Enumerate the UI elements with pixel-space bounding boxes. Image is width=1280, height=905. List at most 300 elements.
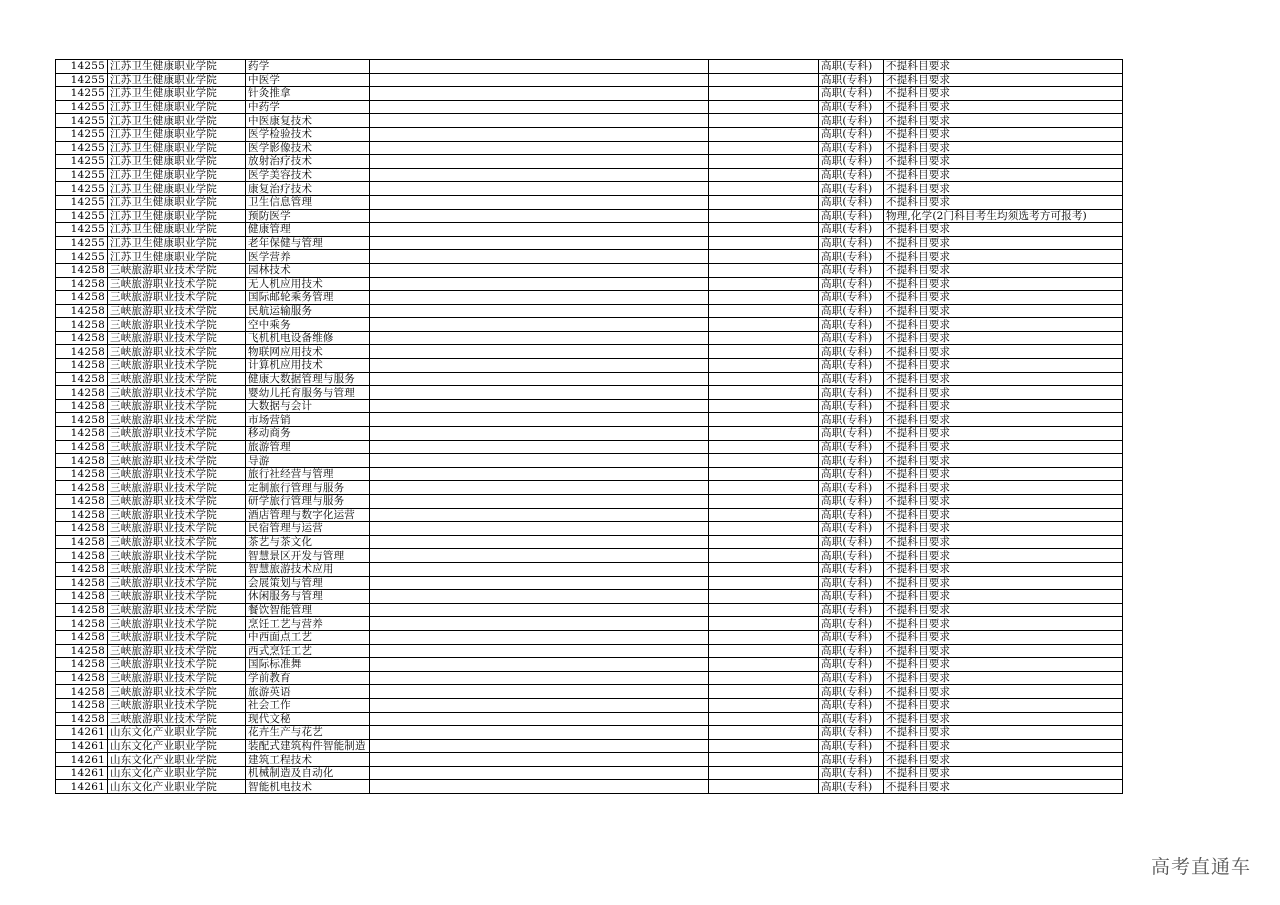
school-name-cell: 三峡旅游职业技术学院 (108, 590, 246, 604)
school-name-cell: 三峡旅游职业技术学院 (108, 359, 246, 373)
subject-requirement-cell: 不提科目要求 (884, 685, 1123, 699)
subject-requirement-cell: 不提科目要求 (884, 223, 1123, 237)
school-code-cell: 14258 (56, 481, 108, 495)
school-code-cell: 14258 (56, 630, 108, 644)
level-cell: 高职(专科) (819, 658, 884, 672)
school-name-cell: 三峡旅游职业技术学院 (108, 304, 246, 318)
table-row (56, 780, 1123, 794)
school-code-cell: 14255 (56, 209, 108, 223)
table-row (56, 318, 1123, 332)
school-code-cell: 14258 (56, 440, 108, 454)
empty-cell (370, 209, 709, 223)
empty-cell (370, 712, 709, 726)
table-row (56, 209, 1123, 223)
level-cell: 高职(专科) (819, 182, 884, 196)
major-name-cell: 婴幼儿托育服务与管理 (246, 386, 370, 400)
empty-cell (370, 766, 709, 780)
empty-cell (370, 236, 709, 250)
level-cell: 高职(专科) (819, 209, 884, 223)
empty-cell (709, 522, 819, 536)
subject-requirements-table (55, 59, 1123, 794)
empty-cell (370, 535, 709, 549)
level-cell: 高职(专科) (819, 114, 884, 128)
table-row (56, 73, 1123, 87)
subject-requirement-cell: 不提科目要求 (884, 291, 1123, 305)
subject-requirement-cell: 不提科目要求 (884, 386, 1123, 400)
empty-cell (709, 195, 819, 209)
table-row (56, 304, 1123, 318)
subject-requirement-cell: 不提科目要求 (884, 318, 1123, 332)
school-code-cell: 14258 (56, 359, 108, 373)
school-name-cell: 山东文化产业职业学院 (108, 739, 246, 753)
major-name-cell: 导游 (246, 454, 370, 468)
empty-cell (709, 100, 819, 114)
school-code-cell: 14255 (56, 182, 108, 196)
subject-requirement-cell: 不提科目要求 (884, 100, 1123, 114)
empty-cell (370, 168, 709, 182)
major-name-cell: 休闲服务与管理 (246, 590, 370, 604)
subject-requirement-cell: 不提科目要求 (884, 644, 1123, 658)
empty-cell (370, 726, 709, 740)
empty-cell (370, 413, 709, 427)
empty-cell (709, 698, 819, 712)
empty-cell (709, 413, 819, 427)
level-cell: 高职(专科) (819, 427, 884, 441)
major-name-cell: 国际邮轮乘务管理 (246, 291, 370, 305)
level-cell: 高职(专科) (819, 277, 884, 291)
empty-cell (370, 549, 709, 563)
table-row (56, 331, 1123, 345)
empty-cell (709, 209, 819, 223)
table-row (56, 576, 1123, 590)
major-name-cell: 智慧景区开发与管理 (246, 549, 370, 563)
subject-requirement-cell: 不提科目要求 (884, 440, 1123, 454)
level-cell: 高职(专科) (819, 766, 884, 780)
level-cell: 高职(专科) (819, 576, 884, 590)
major-name-cell: 老年保健与管理 (246, 236, 370, 250)
empty-cell (709, 753, 819, 767)
subject-requirement-cell: 不提科目要求 (884, 399, 1123, 413)
empty-cell (370, 141, 709, 155)
table-row (56, 549, 1123, 563)
school-name-cell: 江苏卫生健康职业学院 (108, 195, 246, 209)
empty-cell (370, 603, 709, 617)
empty-cell (370, 780, 709, 794)
empty-cell (709, 223, 819, 237)
school-name-cell: 三峡旅游职业技术学院 (108, 617, 246, 631)
empty-cell (370, 644, 709, 658)
school-name-cell: 三峡旅游职业技术学院 (108, 399, 246, 413)
major-name-cell: 中医学 (246, 73, 370, 87)
empty-cell (370, 195, 709, 209)
subject-requirement-cell: 不提科目要求 (884, 712, 1123, 726)
school-code-cell: 14258 (56, 549, 108, 563)
school-code-cell: 14261 (56, 780, 108, 794)
empty-cell (370, 372, 709, 386)
subject-requirement-cell: 不提科目要求 (884, 522, 1123, 536)
school-code-cell: 14258 (56, 712, 108, 726)
school-code-cell: 14258 (56, 386, 108, 400)
school-code-cell: 14255 (56, 73, 108, 87)
school-name-cell: 三峡旅游职业技术学院 (108, 644, 246, 658)
major-name-cell: 旅游管理 (246, 440, 370, 454)
table-row (56, 644, 1123, 658)
major-name-cell: 定制旅行管理与服务 (246, 481, 370, 495)
school-name-cell: 江苏卫生健康职业学院 (108, 236, 246, 250)
empty-cell (370, 359, 709, 373)
school-name-cell: 三峡旅游职业技术学院 (108, 508, 246, 522)
empty-cell (709, 331, 819, 345)
school-name-cell: 江苏卫生健康职业学院 (108, 182, 246, 196)
subject-requirement-cell: 不提科目要求 (884, 671, 1123, 685)
empty-cell (709, 467, 819, 481)
major-name-cell: 飞机机电设备维修 (246, 331, 370, 345)
level-cell: 高职(专科) (819, 753, 884, 767)
subject-requirement-cell: 不提科目要求 (884, 277, 1123, 291)
level-cell: 高职(专科) (819, 87, 884, 101)
school-name-cell: 三峡旅游职业技术学院 (108, 481, 246, 495)
table-row (56, 440, 1123, 454)
empty-cell (709, 617, 819, 631)
subject-requirement-cell: 不提科目要求 (884, 495, 1123, 509)
school-name-cell: 三峡旅游职业技术学院 (108, 603, 246, 617)
major-name-cell: 社会工作 (246, 698, 370, 712)
major-name-cell: 建筑工程技术 (246, 753, 370, 767)
table-row (56, 454, 1123, 468)
subject-requirement-cell: 不提科目要求 (884, 726, 1123, 740)
major-name-cell: 旅行社经营与管理 (246, 467, 370, 481)
major-name-cell: 装配式建筑构件智能制造 (246, 739, 370, 753)
subject-requirement-cell: 不提科目要求 (884, 155, 1123, 169)
level-cell: 高职(专科) (819, 73, 884, 87)
level-cell: 高职(专科) (819, 630, 884, 644)
table-row (56, 427, 1123, 441)
level-cell: 高职(专科) (819, 413, 884, 427)
major-name-cell: 预防医学 (246, 209, 370, 223)
school-code-cell: 14258 (56, 318, 108, 332)
school-code-cell: 14258 (56, 576, 108, 590)
major-name-cell: 学前教育 (246, 671, 370, 685)
empty-cell (709, 495, 819, 509)
major-name-cell: 放射治疗技术 (246, 155, 370, 169)
table-row (56, 195, 1123, 209)
level-cell: 高职(专科) (819, 522, 884, 536)
level-cell: 高职(专科) (819, 359, 884, 373)
level-cell: 高职(专科) (819, 155, 884, 169)
subject-requirement-cell: 不提科目要求 (884, 182, 1123, 196)
empty-cell (370, 685, 709, 699)
subject-requirement-cell: 不提科目要求 (884, 590, 1123, 604)
empty-cell (370, 427, 709, 441)
empty-cell (370, 87, 709, 101)
empty-cell (370, 182, 709, 196)
major-name-cell: 酒店管理与数字化运营 (246, 508, 370, 522)
school-code-cell: 14258 (56, 508, 108, 522)
table-row (56, 522, 1123, 536)
table-row (56, 60, 1123, 74)
level-cell: 高职(专科) (819, 603, 884, 617)
school-code-cell: 14255 (56, 87, 108, 101)
subject-requirement-cell: 不提科目要求 (884, 617, 1123, 631)
empty-cell (370, 304, 709, 318)
level-cell: 高职(专科) (819, 195, 884, 209)
school-code-cell: 14261 (56, 739, 108, 753)
table-row (56, 155, 1123, 169)
empty-cell (370, 658, 709, 672)
subject-requirement-cell: 不提科目要求 (884, 331, 1123, 345)
school-name-cell: 江苏卫生健康职业学院 (108, 209, 246, 223)
table-row (56, 114, 1123, 128)
subject-requirement-cell: 不提科目要求 (884, 467, 1123, 481)
school-code-cell: 14258 (56, 644, 108, 658)
school-code-cell: 14258 (56, 698, 108, 712)
empty-cell (709, 739, 819, 753)
empty-cell (709, 766, 819, 780)
empty-cell (709, 386, 819, 400)
school-name-cell: 三峡旅游职业技术学院 (108, 454, 246, 468)
empty-cell (370, 576, 709, 590)
level-cell: 高职(专科) (819, 780, 884, 794)
table-row (56, 250, 1123, 264)
school-code-cell: 14258 (56, 590, 108, 604)
empty-cell (370, 481, 709, 495)
school-code-cell: 14258 (56, 671, 108, 685)
level-cell: 高职(专科) (819, 291, 884, 305)
subject-requirement-cell: 不提科目要求 (884, 753, 1123, 767)
school-code-cell: 14255 (56, 141, 108, 155)
level-cell: 高职(专科) (819, 345, 884, 359)
subject-requirement-cell: 不提科目要求 (884, 427, 1123, 441)
school-name-cell: 江苏卫生健康职业学院 (108, 127, 246, 141)
school-code-cell: 14258 (56, 413, 108, 427)
empty-cell (709, 182, 819, 196)
subject-requirement-cell: 不提科目要求 (884, 698, 1123, 712)
empty-cell (709, 603, 819, 617)
level-cell: 高职(专科) (819, 127, 884, 141)
school-code-cell: 14258 (56, 427, 108, 441)
empty-cell (370, 671, 709, 685)
empty-cell (709, 644, 819, 658)
major-name-cell: 卫生信息管理 (246, 195, 370, 209)
empty-cell (709, 712, 819, 726)
level-cell: 高职(专科) (819, 141, 884, 155)
major-name-cell: 医学营养 (246, 250, 370, 264)
major-name-cell: 烹饪工艺与营养 (246, 617, 370, 631)
empty-cell (370, 318, 709, 332)
level-cell: 高职(专科) (819, 685, 884, 699)
table-row (56, 753, 1123, 767)
table-row (56, 386, 1123, 400)
major-name-cell: 中药学 (246, 100, 370, 114)
major-name-cell: 旅游英语 (246, 685, 370, 699)
school-code-cell: 14258 (56, 399, 108, 413)
empty-cell (709, 685, 819, 699)
table-row (56, 100, 1123, 114)
school-name-cell: 三峡旅游职业技术学院 (108, 535, 246, 549)
empty-cell (370, 508, 709, 522)
subject-requirement-cell: 不提科目要求 (884, 250, 1123, 264)
school-name-cell: 三峡旅游职业技术学院 (108, 345, 246, 359)
school-name-cell: 三峡旅游职业技术学院 (108, 671, 246, 685)
empty-cell (709, 658, 819, 672)
school-name-cell: 江苏卫生健康职业学院 (108, 73, 246, 87)
empty-cell (709, 427, 819, 441)
school-name-cell: 三峡旅游职业技术学院 (108, 386, 246, 400)
level-cell: 高职(专科) (819, 331, 884, 345)
subject-requirement-cell: 不提科目要求 (884, 549, 1123, 563)
school-code-cell: 14258 (56, 617, 108, 631)
table-row (56, 562, 1123, 576)
school-code-cell: 14258 (56, 304, 108, 318)
empty-cell (709, 671, 819, 685)
major-name-cell: 现代文秘 (246, 712, 370, 726)
school-code-cell: 14255 (56, 250, 108, 264)
school-name-cell: 三峡旅游职业技术学院 (108, 331, 246, 345)
empty-cell (709, 155, 819, 169)
table-row (56, 141, 1123, 155)
empty-cell (709, 562, 819, 576)
major-name-cell: 民航运输服务 (246, 304, 370, 318)
level-cell: 高职(专科) (819, 549, 884, 563)
table-row (56, 630, 1123, 644)
school-code-cell: 14255 (56, 60, 108, 74)
empty-cell (370, 495, 709, 509)
empty-cell (370, 263, 709, 277)
level-cell: 高职(专科) (819, 440, 884, 454)
subject-requirement-cell: 不提科目要求 (884, 73, 1123, 87)
empty-cell (370, 345, 709, 359)
school-code-cell: 14261 (56, 766, 108, 780)
major-name-cell: 针灸推拿 (246, 87, 370, 101)
empty-cell (370, 155, 709, 169)
subject-requirement-cell: 不提科目要求 (884, 60, 1123, 74)
school-code-cell: 14255 (56, 114, 108, 128)
major-name-cell: 大数据与会计 (246, 399, 370, 413)
major-name-cell: 国际标准舞 (246, 658, 370, 672)
major-name-cell: 园林技术 (246, 263, 370, 277)
level-cell: 高职(专科) (819, 223, 884, 237)
level-cell: 高职(专科) (819, 698, 884, 712)
level-cell: 高职(专科) (819, 168, 884, 182)
subject-requirement-cell: 不提科目要求 (884, 127, 1123, 141)
major-name-cell: 市场营销 (246, 413, 370, 427)
major-name-cell: 物联网应用技术 (246, 345, 370, 359)
subject-requirement-cell: 不提科目要求 (884, 359, 1123, 373)
level-cell: 高职(专科) (819, 250, 884, 264)
empty-cell (370, 698, 709, 712)
school-code-cell: 14255 (56, 195, 108, 209)
table-row (56, 766, 1123, 780)
major-name-cell: 药学 (246, 60, 370, 74)
table-row (56, 467, 1123, 481)
major-name-cell: 中医康复技术 (246, 114, 370, 128)
school-name-cell: 三峡旅游职业技术学院 (108, 495, 246, 509)
subject-requirement-cell: 不提科目要求 (884, 739, 1123, 753)
level-cell: 高职(专科) (819, 304, 884, 318)
empty-cell (370, 753, 709, 767)
subject-requirement-cell: 不提科目要求 (884, 454, 1123, 468)
school-name-cell: 三峡旅游职业技术学院 (108, 562, 246, 576)
major-name-cell: 无人机应用技术 (246, 277, 370, 291)
major-name-cell: 医学检验技术 (246, 127, 370, 141)
school-code-cell: 14258 (56, 372, 108, 386)
level-cell: 高职(专科) (819, 386, 884, 400)
subject-requirement-cell: 不提科目要求 (884, 413, 1123, 427)
level-cell: 高职(专科) (819, 236, 884, 250)
table-row (56, 712, 1123, 726)
table-row (56, 603, 1123, 617)
major-name-cell: 医学影像技术 (246, 141, 370, 155)
school-name-cell: 三峡旅游职业技术学院 (108, 549, 246, 563)
subject-requirement-cell: 不提科目要求 (884, 630, 1123, 644)
empty-cell (370, 617, 709, 631)
level-cell: 高职(专科) (819, 318, 884, 332)
school-name-cell: 三峡旅游职业技术学院 (108, 658, 246, 672)
school-code-cell: 14255 (56, 100, 108, 114)
level-cell: 高职(专科) (819, 712, 884, 726)
school-name-cell: 江苏卫生健康职业学院 (108, 250, 246, 264)
school-code-cell: 14255 (56, 127, 108, 141)
school-name-cell: 山东文化产业职业学院 (108, 780, 246, 794)
table-row (56, 168, 1123, 182)
subject-requirement-cell: 不提科目要求 (884, 304, 1123, 318)
school-code-cell: 14258 (56, 685, 108, 699)
school-name-cell: 三峡旅游职业技术学院 (108, 372, 246, 386)
table-row (56, 182, 1123, 196)
school-name-cell: 三峡旅游职业技术学院 (108, 291, 246, 305)
table-row (56, 345, 1123, 359)
subject-requirement-cell: 不提科目要求 (884, 562, 1123, 576)
empty-cell (709, 291, 819, 305)
major-name-cell: 智慧旅游技术应用 (246, 562, 370, 576)
school-name-cell: 三峡旅游职业技术学院 (108, 467, 246, 481)
level-cell: 高职(专科) (819, 454, 884, 468)
empty-cell (709, 73, 819, 87)
subject-requirement-cell: 不提科目要求 (884, 263, 1123, 277)
major-name-cell: 研学旅行管理与服务 (246, 495, 370, 509)
major-name-cell: 餐饮智能管理 (246, 603, 370, 617)
empty-cell (709, 359, 819, 373)
subject-requirement-cell: 不提科目要求 (884, 372, 1123, 386)
empty-cell (370, 590, 709, 604)
table-row (56, 372, 1123, 386)
major-name-cell: 医学美容技术 (246, 168, 370, 182)
major-name-cell: 智能机电技术 (246, 780, 370, 794)
school-name-cell: 三峡旅游职业技术学院 (108, 630, 246, 644)
school-name-cell: 江苏卫生健康职业学院 (108, 141, 246, 155)
major-name-cell: 健康大数据管理与服务 (246, 372, 370, 386)
school-name-cell: 江苏卫生健康职业学院 (108, 155, 246, 169)
level-cell: 高职(专科) (819, 739, 884, 753)
school-code-cell: 14258 (56, 603, 108, 617)
empty-cell (370, 277, 709, 291)
subject-requirement-cell: 不提科目要求 (884, 658, 1123, 672)
school-code-cell: 14261 (56, 753, 108, 767)
major-name-cell: 花卉生产与花艺 (246, 726, 370, 740)
empty-cell (709, 399, 819, 413)
school-code-cell: 14258 (56, 291, 108, 305)
school-code-cell: 14258 (56, 495, 108, 509)
level-cell: 高职(专科) (819, 590, 884, 604)
level-cell: 高职(专科) (819, 644, 884, 658)
school-name-cell: 三峡旅游职业技术学院 (108, 413, 246, 427)
empty-cell (709, 508, 819, 522)
subject-requirement-cell: 不提科目要求 (884, 345, 1123, 359)
school-name-cell: 山东文化产业职业学院 (108, 726, 246, 740)
table-row (56, 508, 1123, 522)
empty-cell (370, 630, 709, 644)
empty-cell (370, 100, 709, 114)
